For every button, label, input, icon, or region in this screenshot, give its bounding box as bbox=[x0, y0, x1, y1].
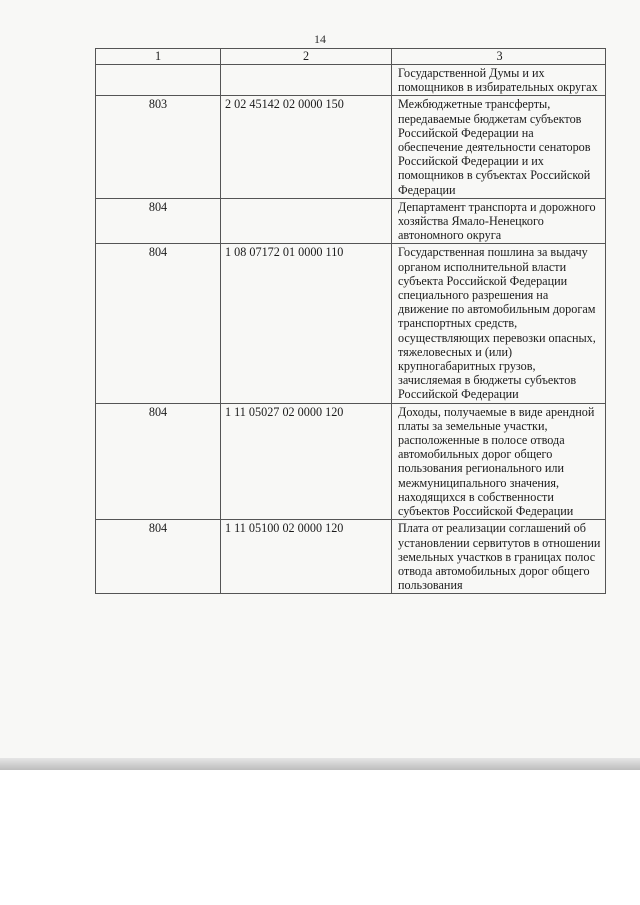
admin-code-cell bbox=[96, 65, 221, 96]
table-row bbox=[96, 198, 606, 244]
budget-code-cell: 1 11 05027 02 0000 120 bbox=[221, 403, 392, 520]
admin-code-cell: 804 bbox=[96, 403, 221, 520]
column-header-3: 3 bbox=[392, 49, 606, 65]
budget-code-cell: 2 02 45142 02 0000 150 bbox=[221, 96, 392, 198]
admin-code-cell: 803 bbox=[96, 96, 221, 198]
column-header-2: 2 bbox=[221, 49, 392, 65]
budget-code-cell bbox=[221, 198, 392, 244]
description-cell: Государственной Думы и их помощников в избирательных округах bbox=[392, 65, 606, 96]
table-header-row bbox=[96, 49, 606, 65]
table-row bbox=[96, 244, 606, 403]
description-cell: Государственная пошлина за выдачу органом исполнительной власти субъекта Российской Федерации специального разрешения на движение по автомобильным дорогам транспортных средств, осуществляющих перевозки опасных, тяжеловесных и (или) крупногабаритных грузов, зачисляемая в бюджеты субъектов Российской Федерации bbox=[392, 244, 606, 403]
description-cell: Межбюджетные трансферты, передаваемые бюджетам субъектов Российской Федерации на обеспечение деятельности сенаторов Российской Федерации и их помощников в субъектах Российской Федерации bbox=[392, 96, 606, 198]
admin-code-cell: 804 bbox=[96, 520, 221, 594]
budget-code-cell: 1 11 05100 02 0000 120 bbox=[221, 520, 392, 594]
admin-code-cell: 804 bbox=[96, 198, 221, 244]
scan-bottom-edge bbox=[0, 758, 640, 770]
description-cell: Доходы, получаемые в виде арендной платы за земельные участки, расположенные в полосе отвода автомобильных дорог общего пользования регионального или межмуниципального значения, находящихся в собственности субъектов Российской Федерации bbox=[392, 403, 606, 520]
budget-code-cell bbox=[221, 65, 392, 96]
table-row bbox=[96, 96, 606, 198]
budget-code-cell: 1 08 07172 01 0000 110 bbox=[221, 244, 392, 403]
page-number: 14 bbox=[314, 32, 326, 46]
column-header-1: 1 bbox=[96, 49, 221, 65]
table-row bbox=[96, 520, 606, 594]
budget-codes-table bbox=[95, 48, 606, 594]
admin-code-cell: 804 bbox=[96, 244, 221, 403]
table-row bbox=[96, 65, 606, 96]
description-cell: Плата от реализации соглашений об установлении сервитутов в отношении земельных участков в границах полос отвода автомобильных дорог общего пользования bbox=[392, 520, 606, 594]
table-row bbox=[96, 403, 606, 520]
description-cell: Департамент транспорта и дорожного хозяйства Ямало-Ненецкого автономного округа bbox=[392, 198, 606, 244]
